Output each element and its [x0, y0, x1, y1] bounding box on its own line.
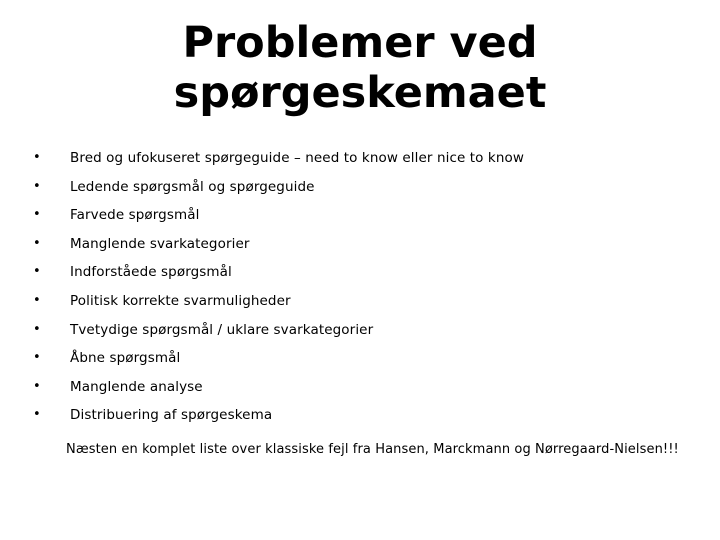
bullet-text: Manglende analyse: [70, 378, 203, 395]
bullet-dot-icon: •: [33, 178, 41, 194]
bullet-dot-icon: •: [33, 264, 41, 280]
bullet-dot-icon: •: [33, 378, 41, 394]
bullet-dot-icon: •: [33, 207, 41, 223]
bullet-text: Farvede spørgsmål: [70, 207, 200, 224]
slide-title-line-2: spørgeskemaet: [173, 68, 547, 118]
bullet-text: Manglende svarkategorier: [70, 235, 250, 252]
slide-title-line-1: Problemer ved: [182, 18, 538, 68]
bullet-text: Tvetydige spørgsmål / uklare svarkategorier: [70, 321, 374, 338]
bullet-text: Bred og ufokuseret spørgeguide – need to know eller nice to know: [70, 150, 524, 166]
bullet-text: Politisk korrekte svarmuligheder: [70, 292, 291, 309]
bullet-dot-icon: •: [33, 407, 41, 423]
bullet-text: Åbne spørgsmål: [70, 350, 181, 367]
bullet-dot-icon: •: [33, 235, 41, 251]
bullet-text: Indforståede spørgsmål: [70, 264, 232, 281]
bullet-text: Ledende spørgsmål og spørgeguide: [70, 178, 315, 195]
slide-title: [0, 18, 720, 118]
bullet-dot-icon: •: [33, 150, 41, 165]
bullet-text: Distribuering af spørgeskema: [70, 407, 273, 424]
footnote: Næsten en komplet liste over klassiske fejl fra Hansen, Marckmann og Nørregaard-Nielsen!!!: [66, 442, 679, 457]
bullet-dot-icon: •: [33, 350, 41, 366]
bullet-dot-icon: •: [33, 321, 41, 337]
bullet-dot-icon: •: [33, 292, 41, 308]
